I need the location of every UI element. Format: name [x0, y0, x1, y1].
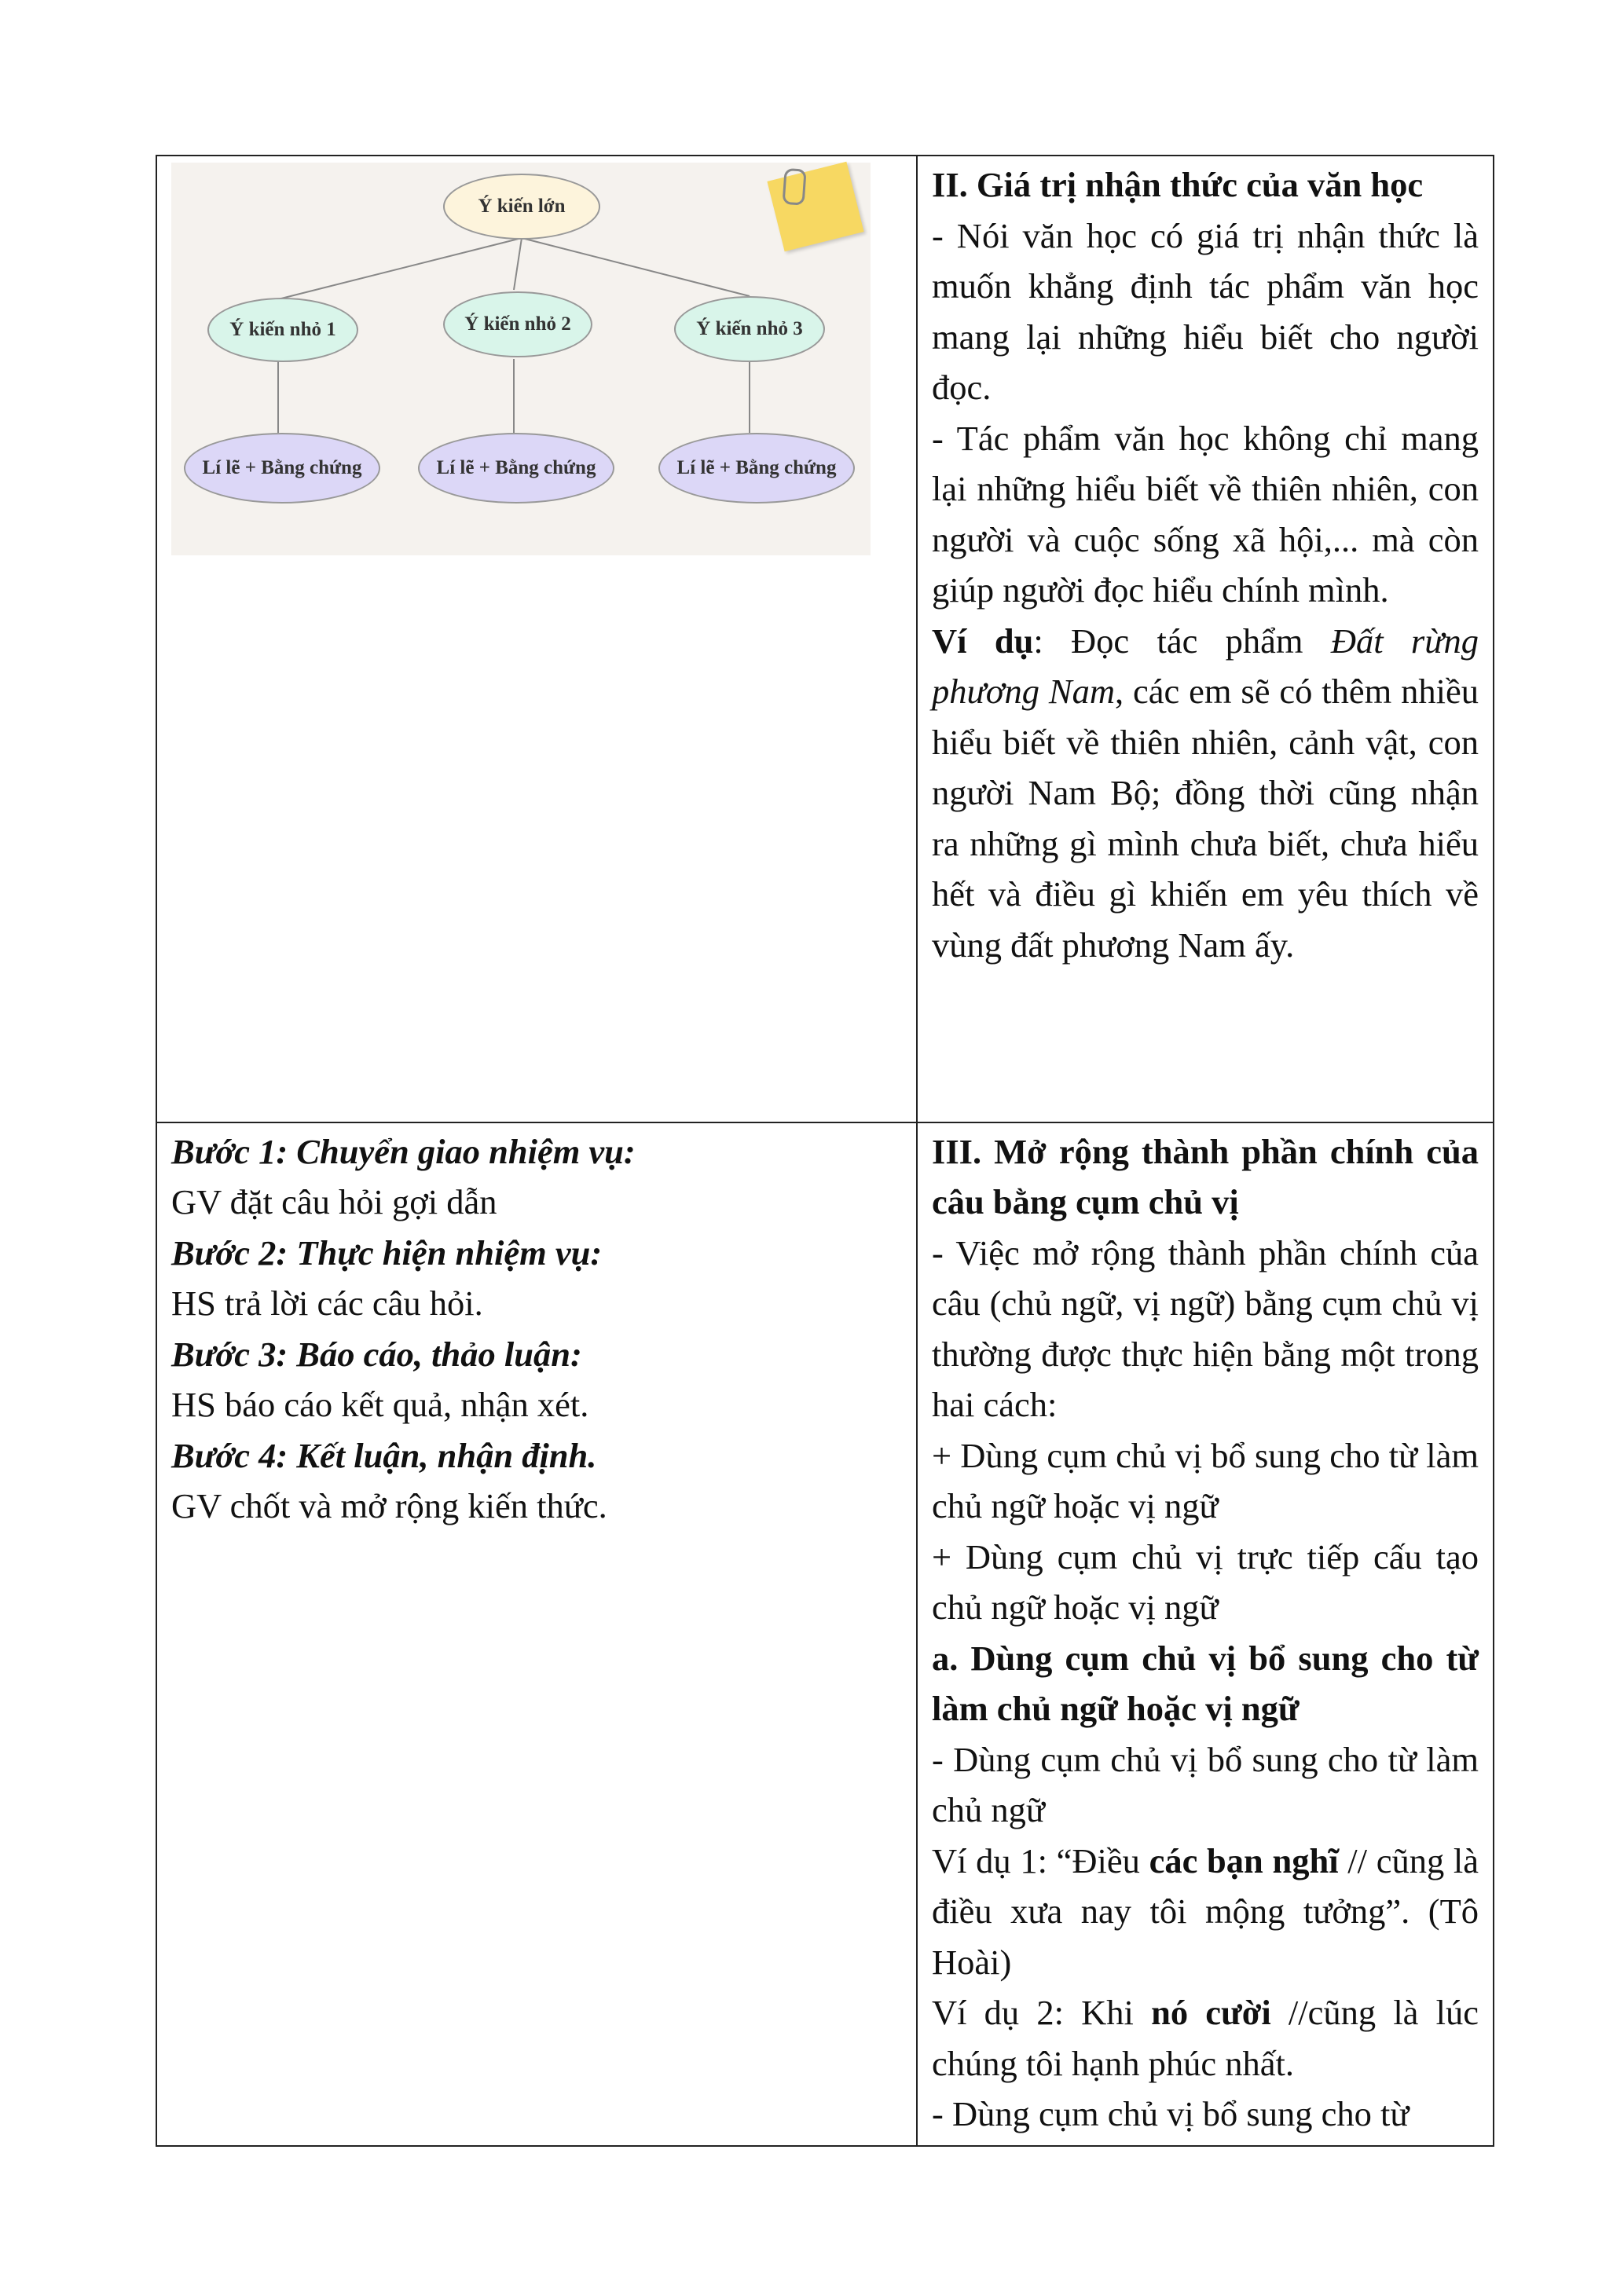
- step-3-label: Bước 3: Báo cáo, thảo luận:: [171, 1334, 582, 1374]
- evidence-node-1: Lí lẽ + Bằng chứng: [184, 433, 380, 504]
- section3-paragraph-1: - Việc mở rộng thành phần chính của câu (chủ ngữ, vị ngữ) bằng cụm chủ vị thường được thực hiện bằng một trong hai cách:: [932, 1232, 1479, 1425]
- step-3-text: HS báo cáo kết quả, nhận xét.: [171, 1385, 589, 1425]
- main-idea-node: Ý kiến lớn: [443, 174, 600, 240]
- table-row: [156, 156, 1494, 1122]
- section3-paragraph-2: + Dùng cụm chủ vị bổ sung cho từ làm chủ ngữ hoặc vị ngữ: [932, 1435, 1479, 1526]
- step-1-label: Bước 1: Chuyển giao nhiệm vụ:: [171, 1131, 636, 1171]
- section3-cell: [917, 1122, 1494, 2146]
- step-4-label: Bước 4: Kết luận, nhận định.: [171, 1435, 597, 1475]
- example-1-post: // cũng là điều xưa nay tôi mộng tưởng”. (Tô Hoài): [932, 1840, 1479, 1982]
- diagram-cell: [156, 156, 917, 1122]
- example-text-pre: : Đọc tác phẩm: [1033, 621, 1331, 661]
- sub-idea-node-1: Ý kiến nhỏ 1: [207, 298, 358, 362]
- paperclip-icon: [783, 168, 807, 206]
- example-text-post: , các em sẽ có thêm nhiều hiểu biết về thiên nhiên, cảnh vật, con người Nam Bộ; đồng thời cũng nhận ra những gì mình chưa biết, chưa hiểu hết và điều gì khiến em yêu thích về vùng đất phương Nam ấy.: [932, 672, 1479, 965]
- section3-paragraph-4: - Dùng cụm chủ vị bổ sung cho từ làm chủ ngữ: [932, 1739, 1479, 1830]
- lesson-table: [156, 155, 1494, 2147]
- example-2-pre: Ví dụ 2: Khi: [932, 1993, 1152, 2033]
- section3-subheading: a. Dùng cụm chủ vị bổ sung cho từ làm chủ ngữ hoặc vị ngữ: [932, 1638, 1479, 1729]
- example-2: [932, 1987, 1479, 2089]
- section2-example: [932, 616, 1479, 971]
- step-4-text: GV chốt và mở rộng kiến thức.: [171, 1486, 607, 1526]
- example-1: [932, 1836, 1479, 1988]
- evidence-node-3: Lí lẽ + Bằng chứng: [658, 433, 855, 504]
- step-2-label: Bước 2: Thực hiện nhiệm vụ:: [171, 1232, 603, 1273]
- step-1-text: GV đặt câu hỏi gợi dẫn: [171, 1182, 497, 1222]
- example-label: Ví dụ: [932, 621, 1034, 661]
- steps-cell: [156, 1122, 917, 2146]
- example-2-bold: nó cười: [1151, 1993, 1271, 2033]
- argument-diagram: [171, 163, 871, 555]
- evidence-node-2: Lí lẽ + Bằng chứng: [418, 433, 614, 504]
- table-row: [156, 1122, 1494, 2146]
- example-1-bold: các bạn nghĩ: [1149, 1840, 1339, 1880]
- section2-heading: II. Giá trị nhận thức của văn học: [932, 165, 1424, 204]
- section3-paragraph-3: + Dùng cụm chủ vị trực tiếp cấu tạo chủ ngữ hoặc vị ngữ: [932, 1536, 1479, 1628]
- section3-paragraph-5: - Dùng cụm chủ vị bổ sung cho từ: [932, 2094, 1410, 2134]
- section3-heading: III. Mở rộng thành phần chính của câu bằng cụm chủ vị: [932, 1131, 1479, 1222]
- sub-idea-node-3: Ý kiến nhỏ 3: [674, 296, 825, 362]
- step-2-text: HS trả lời các câu hỏi.: [171, 1283, 483, 1324]
- example-2-post: //cũng là lúc chúng tôi hạnh phúc nhất.: [932, 1993, 1479, 2083]
- section2-paragraph-1: - Nói văn học có giá trị nhận thức là muốn khẳng định tác phẩm văn học mang lại những hiểu biết cho người đọc.: [932, 215, 1479, 407]
- section2-cell: [917, 156, 1494, 1122]
- section2-paragraph-2: - Tác phẩm văn học không chỉ mang lại những hiểu biết về thiên nhiên, con người và cuộc sống xã hội,... mà còn giúp người đọc hiểu chính mình.: [932, 418, 1479, 610]
- sub-idea-node-2: Ý kiến nhỏ 2: [443, 291, 592, 357]
- example-1-pre: Ví dụ 1: “Điều: [932, 1840, 1149, 1880]
- example-book-title: Đất rừng phương Nam: [932, 621, 1479, 711]
